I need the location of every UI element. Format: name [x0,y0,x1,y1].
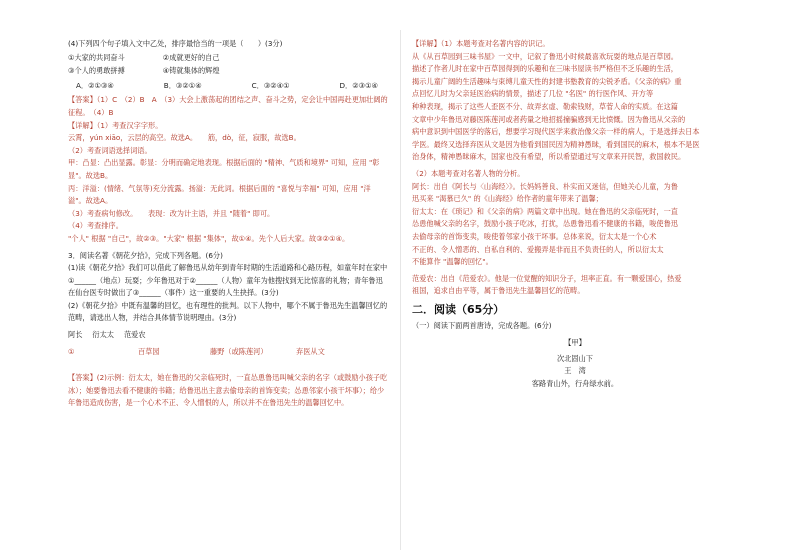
poem-author: 王 湾 [564,366,586,376]
role-item: 衍太太 [92,330,114,340]
choice-d: D．②③①④ [339,80,378,90]
detail-line: 病中意识到中国医学的落后，想要学习现代医学来救治像父亲一样的病人，于是选择去日本 [412,127,700,137]
detail-line: 去偷母亲的首饰变卖，唆使着邻家小孩干坏事。总体来说，衍太太是一个心术 [412,231,657,241]
detail-line: 治身体，精神愚昧麻木，国家也没有希望，所以希望通过写文章来开民智，救国救民。 [412,152,686,162]
choice-b: B．③②①④ [163,80,202,90]
question-4-title: (4)下列四个句子填入文中乙处，排序最恰当的一项是（ ）(3分) [68,39,283,48]
detail-line: （3）考查病句修改。 表现：改为计主语，并且 "随着" 即可。 [68,208,275,218]
answer-item: ① [68,346,75,356]
left-column [68,38,388,410]
detail-line: 云霄，yún xiāo，云层的高空。故选A。 筋，dò，征，寂服，故选B。 [68,133,301,143]
answer-block-2 [68,372,388,410]
question-3-part-2: (2)《朝花夕拾》中既有温馨的回忆，也有理性的批判。以下人物中，哪个不属于鲁迅先生温馨回忆的范畴，请选出人物，并结合具体情节说明理由。(3分) [68,300,388,323]
answer-row [68,346,388,359]
detail-line: 揭示儿童广阔的生活趣味与束缚儿童天性的封建书塾教育的尖锐矛盾。《父亲的病》重 [412,76,682,86]
detail-line: 迅买来 "渴慕已久" 的《山海经》给作者的童年带来了温馨； [412,194,603,204]
q4-option: ④铸就集体的辉煌 [162,66,220,76]
detail-line: 【详解】（1）本题考查对名著内容的识记。 [412,39,550,48]
column-divider [400,30,401,550]
poem-tag: 【甲】 [564,338,586,348]
answer-item: 藤野（或陈莲河） [210,346,268,356]
poem-line: 客路青山外，行舟绿水前。 [531,378,619,388]
detail-line: 衍太太：在《琐记》和《父亲的病》两篇文章中出现。她在鲁迅的父亲临死时，一直 [412,206,678,216]
q4-option: ①大家的共同奋斗 [68,52,125,62]
role-item: 阿长 [68,330,83,340]
detail-line: 不能算作 "温馨的回忆"。 [412,257,493,267]
detail-line: 阿长：出自《阿长与〈山海经〉》。长妈妈善良、朴实而又迷信，但她关心儿童，为鲁 [412,181,678,191]
role-list [68,329,388,342]
detail-line: 文章中少年鲁迅对藤医陈莲河或者药量之地招摇撞骗感到无比愤慨。因为鲁迅从父亲的 [412,114,686,124]
detail-line: "个人" 根据 "自己"，故②③。"大家" 根据 "集体"，故①④。先个人后大家。故③②①④。 [68,233,350,243]
detail-line: 丙：洋溢：(情绪、气氛等)充分流露。扬溢：无此词。根据后面的 "喜悦与幸福" 可知，应用 "洋溢"。故选A。 [68,183,371,206]
detail-line: 从《从百草园到三味书屋》一文中，记叙了鲁迅小时候最喜欢玩耍的地点是百草园。 [412,51,678,61]
detail-line: 范爱农：出自《范爱农》。他是一位觉醒的知识分子，坦率正直。有一颗爱国心，热爱 [412,273,682,283]
detail-line: （2）本题考查对名著人物的分析。 [412,168,525,178]
answer-text: (2)示例：衍太太，她在鲁迅的父亲临死时，一直怂恿鲁迅叫喊父亲的名字（或鼓励小孩子吃冰）；她要鲁迅去看不健康的书籍；给鲁迅出主意去偷母亲的首饰变卖；怂恿邻家小孩干坏事）；给少年鲁迅造成伤害，是一个心术不正、令人憎恨的人，所以并不在鲁迅先生的温馨回忆中。 [68,373,388,408]
role-item: 范爱农 [123,330,146,340]
answer-item: 弃医从文 [296,346,325,356]
detail-line: （2）考查词语选择词语。 [68,145,152,155]
detail-line: 怂恿他喊父亲的名字，鼓励小孩子吃冰，打扰，怂恿鲁迅看不健康的书籍，唆使鲁迅 [412,219,678,229]
detail-line: 不正的、令人憎恶的、自私自利的、爱搬弄是非而且不负责任的人，所以衍太太 [412,244,664,254]
section-heading: 二．阅读（65分） [412,302,505,316]
q4-choices [68,80,388,93]
detail-line: 种种表现，揭示了这些人歪医不分、故弄玄虚、勒索钱财，草菅人命的实质。在这篇 [412,101,678,111]
choice-a: A．②①③④ [76,80,114,90]
detail-line: 描述了作者儿时在家中百草园得到的乐趣和在三味书屋读书严格但不乏乐趣的生活， [412,64,678,74]
question-3-title: 3．阅读名著《朝花夕拾》，完成下列各题。(6分) [68,250,223,260]
poem-title: 次北固山下 [557,353,593,363]
reading-intro: （一）阅读下面两首唐诗，完成各题。(6分) [412,321,552,331]
detail-line: 学医。最终又选择弃医从文是因为他看到国民因为精神愚昧，看到国民的麻木，根本不是医 [412,139,700,149]
answer-block-1: 【答案】（1）C （2）B A （3）大会上激荡起的团结之声、奋斗之势，定会让中国再赴更加壮阔的征程。 （4）B [68,95,388,117]
choice-c: C．③②④① [251,80,290,90]
detail-line: 点回忆儿时为父亲延医治病的情景，描述了几位 "名医" 的行医作风、开方等 [412,89,654,99]
q4-option: ③个人的勇敢拼搏 [68,66,125,76]
detail-line: （4）考查排序。 [68,221,123,231]
answer-item: 百草园 [138,346,160,356]
right-column [412,38,738,390]
q4-option-row-1 [68,52,388,65]
answer-label: 【答案】 [68,373,97,383]
q4-option-row-2 [68,65,388,78]
detail-heading: 【详解】（1）考查汉字字形。 [68,120,163,130]
question-3-part-1: (1)读《朝花夕拾》我们可以借此了解鲁迅从幼年到青年时期的生活道路和心路历程，如童年时在家中①______（地点）玩耍；少年鲁迅对于②______（人物）童年为他搜找到无比惊喜的礼物；青年鲁迅在仙台医专时做出了③______（事件）这一重要的人生抉择。(3分) [68,263,388,298]
detail-line: 甲：凸显：凸出显露。彰显：分明而确定地表现。根据后面的 "精神、气质和境界" 可知，应用 "彰显"。故选B。 [68,158,380,180]
detail-line: 祖国，追求自由平等，属于鲁迅先生温馨回忆的范畴。 [412,286,585,296]
q4-option: ②成就更好的自己 [162,52,220,62]
